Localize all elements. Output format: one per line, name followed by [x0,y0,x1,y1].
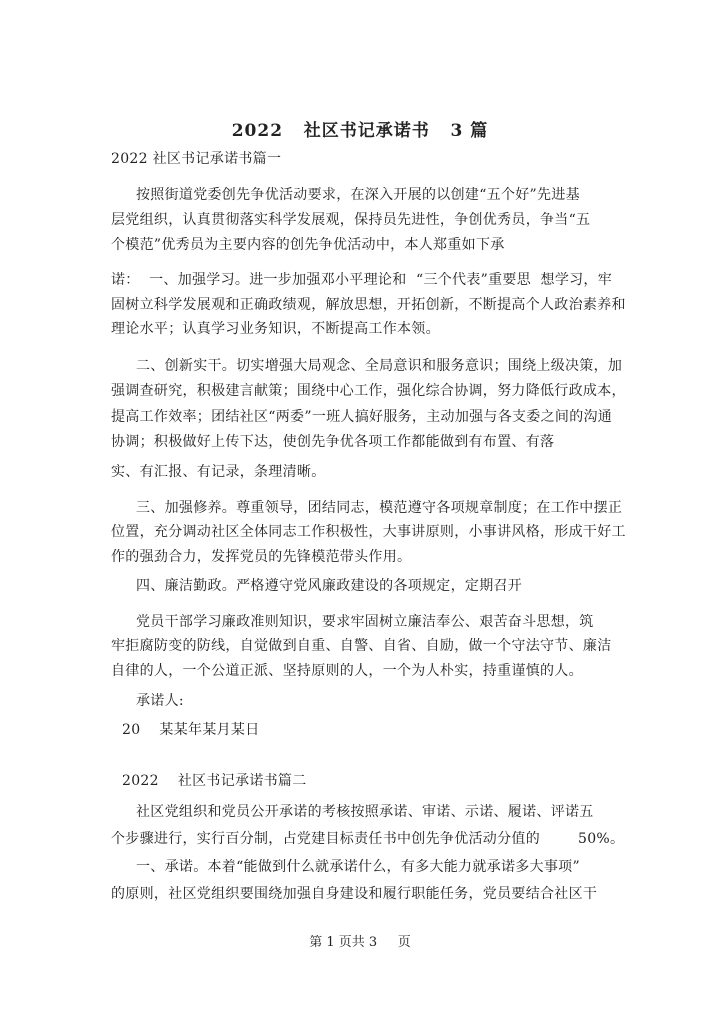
paragraph-line: 作的强劲合力，发挥党员的先锋模范带头作用。 [111,549,412,565]
signature-label: 承诺人: [136,693,184,709]
paragraph-line: 个步骤进行，实行百分制，占党建目标责任书中创先争优活动分值的 50%。 [111,831,625,847]
page-footer: 第 1 页共 3 页 [309,935,411,950]
paragraph-line: 实、有汇报、有记录，条理清晰。 [111,464,326,480]
paragraph-line: 个模范”优秀员为主要内容的创先争优活动中，本人郑重如下承 [111,237,505,253]
paragraph-line: 四、廉洁勤政。严格遵守党风廉政建设的各项规定，定期召开 [136,578,523,594]
paragraph-line: 三、加强修养。尊重领导，团结同志，模范遵守各项规章制度；在工作中摆正 [136,500,623,516]
paragraph-line: 社区党组织和党员公开承诺的考核按照承诺、审诺、示诺、履诺、评诺五 [136,804,594,820]
paragraph-line: 一、承诺。本着“能做到什么就承诺什么，有多大能力就承诺多大事项” [136,859,580,875]
paragraph-line: 诺： 一、加强学习。进一步加强邓小平理论和 “三个代表”重要思 想学习，牢 [111,272,613,288]
paragraph-line: 层党组织，认真贯彻落实科学发展观，保持员先进性，争创优秀员，争当“五 [111,212,591,228]
paragraph-line: 二、创新实干。切实增强大局观念、全局意识和服务意识；围绕上级决策，加 [136,358,623,374]
paragraph-line: 提高工作效率；团结社区“两委”一班人搞好服务，主动加强与各支委之间的沟通 [111,409,613,425]
paragraph-line: 的原则，社区党组织要围绕加强自身建设和履行职能任务，党员要结合社区干 [111,886,598,902]
paragraph-line: 党员干部学习廉政准则知识，要求牢固树立廉洁奉公、艰苦奋斗思想，筑 [136,614,594,630]
paragraph-line: 按照街道党委创先争优活动要求，在深入开展的以创建“五个好”先进基 [136,187,580,203]
paragraph-line: 理论水平；认真学习业务知识，不断提高工作本领。 [111,321,440,337]
section-heading-2: 2022 社区书记承诺书篇二 [122,773,307,789]
paragraph-line: 牢拒腐防变的防线，自觉做到自重、自警、自省、自励，做一个守法守节、廉洁 [111,638,612,654]
paragraph-line: 协调；积极做好上传下达，使创先争优各项工作都能做到有布置、有落 [111,434,555,450]
paragraph-line: 位置，充分调动社区全体同志工作积极性，大事讲原则，小事讲风格，形成干好工 [111,524,626,540]
section-heading-1: 2022 社区书记承诺书篇一 [111,151,282,167]
document-title: 2022 社区书记承诺书 3 篇 [231,121,489,141]
signature-date: 20 某某年某月某日 [122,722,260,738]
paragraph-line: 自律的人，一个公道正派、坚持原则的人，一个为人朴实，持重谨慎的人。 [111,663,583,679]
paragraph-line: 强调查研究，积极建言献策；围绕中心工作，强化综合协调，努力降低行政成本， [111,383,626,399]
paragraph-line: 固树立科学发展观和正确政绩观，解放思想，开拓创新，不断提高个人政治素养和 [111,297,626,313]
